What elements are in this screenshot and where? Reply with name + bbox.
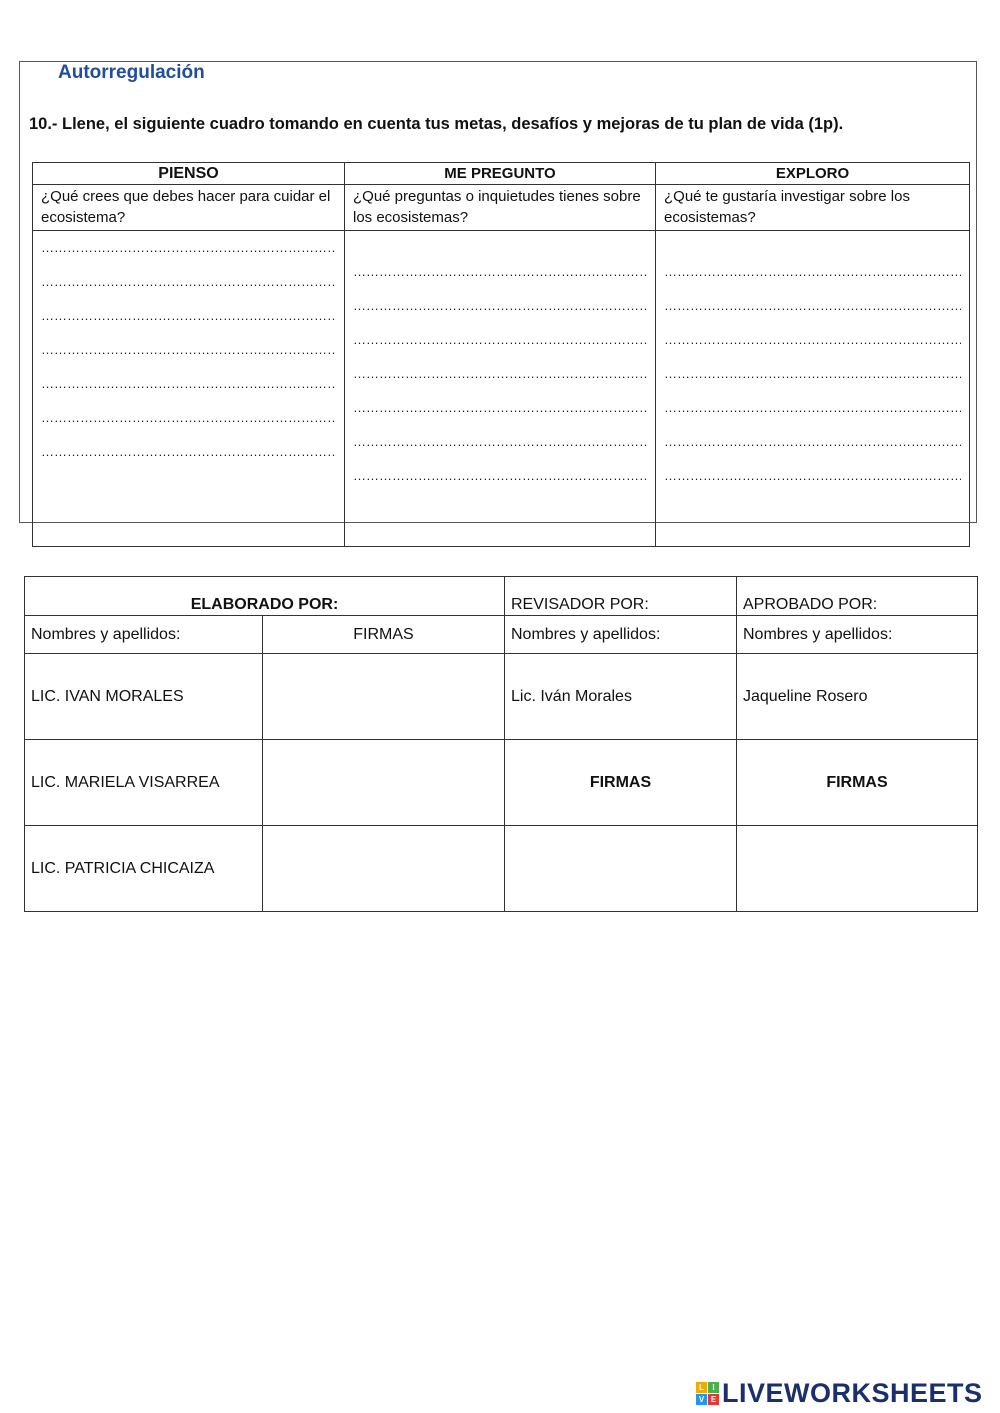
answer-line[interactable]: [41, 231, 336, 265]
question-pienso: ¿Qué crees que debes hacer para cuidar el ecosistema?: [33, 185, 345, 231]
header-pienso: PIENSO: [33, 163, 345, 185]
aprobado-header: APROBADO POR:: [737, 577, 978, 616]
header-exploro: EXPLORO: [656, 163, 970, 185]
logo-tile: E: [708, 1394, 719, 1405]
section-title: Autorregulación: [58, 62, 205, 83]
elaborador-name: LIC. PATRICIA CHICAIZA: [25, 826, 263, 912]
answer-line[interactable]: [353, 357, 647, 391]
nombres-label: Nombres y apellidos:: [25, 616, 263, 654]
nombres-label: Nombres y apellidos:: [737, 616, 978, 654]
answer-line[interactable]: [664, 357, 961, 391]
aprobador-firmas-label: FIRMAS: [737, 740, 978, 826]
answer-line[interactable]: [664, 289, 961, 323]
answer-line[interactable]: [41, 401, 336, 435]
logo-tile: L: [696, 1382, 707, 1393]
brand-name: LIVEWORKSHEETS: [722, 1377, 983, 1408]
answer-line[interactable]: [664, 391, 961, 425]
aprobador-name: Jaqueline Rosero: [737, 654, 978, 740]
signature-cell[interactable]: [263, 740, 505, 826]
answers-exploro: [656, 231, 970, 547]
answers-me-pregunto: [345, 231, 656, 547]
logo-tile: V: [696, 1394, 707, 1405]
answer-line[interactable]: [664, 425, 961, 459]
question-exploro: ¿Qué te gustaría investigar sobre los ecosistemas?: [656, 185, 970, 231]
answer-line[interactable]: [664, 459, 961, 493]
revisador-header: REVISADOR POR:: [505, 577, 737, 616]
answer-line[interactable]: [353, 425, 647, 459]
liveworksheets-logo: [696, 1376, 983, 1410]
firmas-label: FIRMAS: [263, 616, 505, 654]
answer-line[interactable]: [353, 391, 647, 425]
logo-tile: I: [708, 1382, 719, 1393]
answer-line[interactable]: [41, 333, 336, 367]
revisor-signature-cell[interactable]: [505, 826, 737, 912]
logo-grid-icon: [696, 1382, 719, 1405]
answer-line[interactable]: [41, 299, 336, 333]
aprobador-signature-cell[interactable]: [737, 826, 978, 912]
question-me-pregunto: ¿Qué preguntas o inquietudes tienes sobre los ecosistemas?: [345, 185, 656, 231]
answer-line[interactable]: [353, 323, 647, 357]
elaborador-name: LIC. MARIELA VISARREA: [25, 740, 263, 826]
answer-line[interactable]: [41, 265, 336, 299]
answer-line[interactable]: [353, 255, 647, 289]
revisor-firmas-label: FIRMAS: [505, 740, 737, 826]
reflection-table: [32, 162, 970, 547]
answer-line[interactable]: [41, 367, 336, 401]
answers-pienso: [33, 231, 345, 547]
answer-line[interactable]: [353, 459, 647, 493]
nombres-label: Nombres y apellidos:: [505, 616, 737, 654]
instruction-text: 10.- Llene, el siguiente cuadro tomando en cuenta tus metas, desafíos y mejoras de tu plan de vida (1p).: [29, 115, 844, 133]
answer-line[interactable]: [353, 289, 647, 323]
revisor-name: Lic. Iván Morales: [505, 654, 737, 740]
header-me-pregunto: ME PREGUNTO: [345, 163, 656, 185]
elaborador-name: LIC. IVAN MORALES: [25, 654, 263, 740]
elaborado-header: ELABORADO POR:: [25, 577, 505, 616]
answer-line[interactable]: [41, 435, 336, 469]
signature-cell[interactable]: [263, 826, 505, 912]
answer-line[interactable]: [664, 255, 961, 289]
signatures-table: [24, 576, 978, 912]
signature-cell[interactable]: [263, 654, 505, 740]
answer-line[interactable]: [664, 323, 961, 357]
